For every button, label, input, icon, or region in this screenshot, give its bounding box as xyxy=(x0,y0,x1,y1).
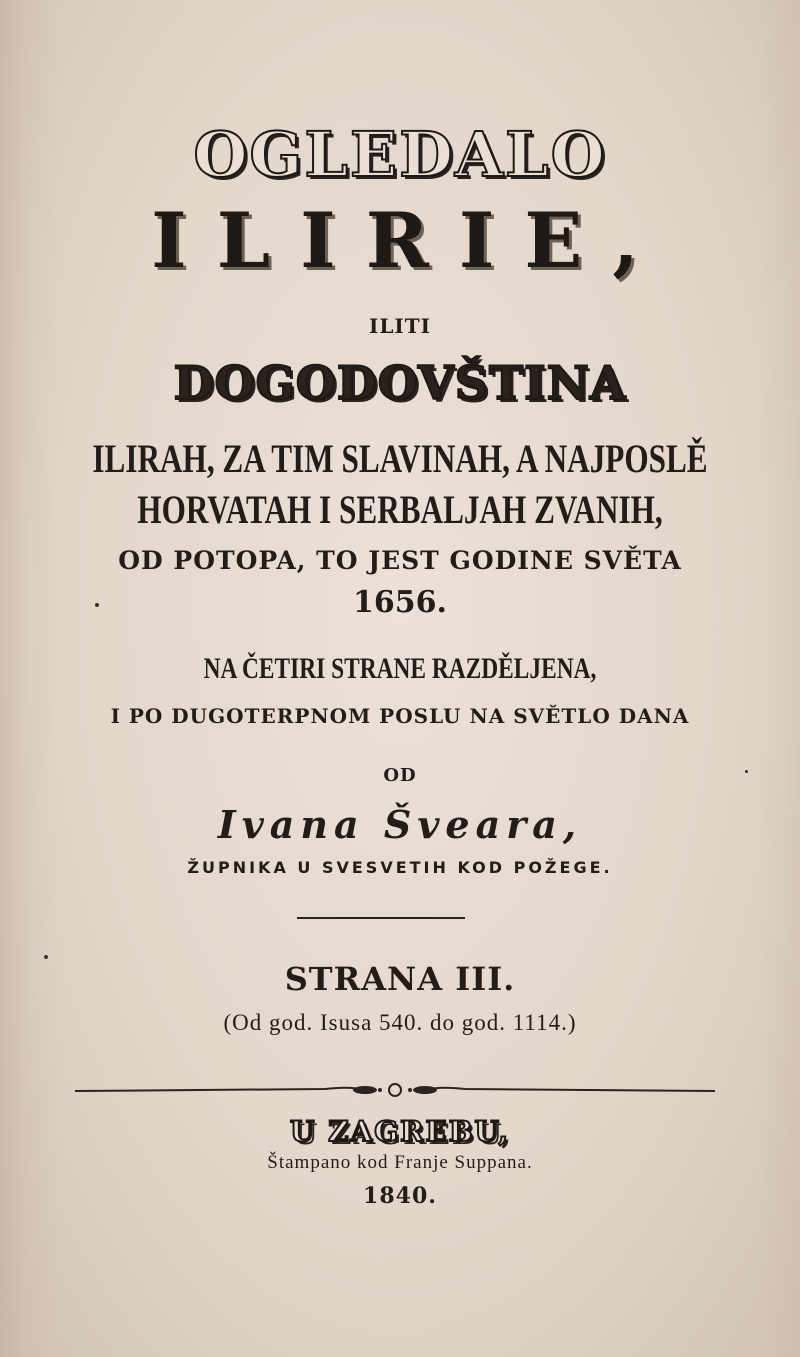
title-line-3: DOGODOVŠTINA xyxy=(173,356,627,410)
imprint-year: 1840. xyxy=(363,1183,437,1209)
imprint-printer: Štampano kod Franje Suppana. xyxy=(267,1152,533,1173)
author-name: Ivana Šveara, xyxy=(217,802,583,847)
author-od: OD xyxy=(383,765,417,786)
volume-range: (Od god. Isusa 540. do god. 1114.) xyxy=(223,1010,577,1035)
description-line-1: NA ČETIRI STRANE RAZDĚLJENA, xyxy=(203,652,597,685)
speck xyxy=(95,603,99,607)
title-line-2: ILIRIE, xyxy=(151,196,669,285)
subtitle-year: 1656. xyxy=(353,585,447,620)
separator-rule xyxy=(297,917,465,919)
volume-label: STRANA III. xyxy=(284,960,516,998)
subtitle-line-2: HORVATAH I SERBALJAH ZVANIH, xyxy=(137,487,663,532)
speck xyxy=(745,770,748,773)
imprint-city: U ZAGREBU, xyxy=(289,1115,511,1148)
author-title: ŽUPNIKA U SVESVETIH KOD POŽEGE. xyxy=(187,858,613,877)
title-line-1: OGLEDALO xyxy=(193,118,607,191)
speck xyxy=(44,955,48,959)
subtitle-line-3: OD POTOPA, TO JEST GODINE SVĚTA xyxy=(118,546,682,575)
subtitle-line-1: ILIRAH, ZA TIM SLAVINAH, A NAJPOSLĚ xyxy=(92,436,708,481)
ornamental-divider xyxy=(75,1080,715,1100)
description-line-2: I PO DUGOTERPNOM POSLU NA SVĚTLO DANA xyxy=(110,704,690,728)
title-iliti: ILITI xyxy=(368,314,431,338)
